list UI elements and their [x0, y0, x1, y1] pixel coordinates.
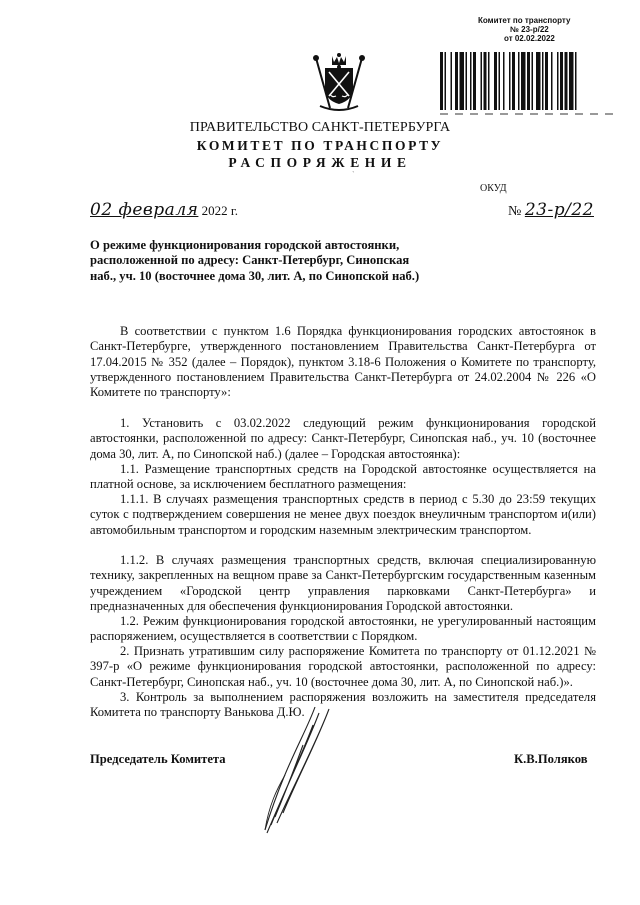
- barcode-bar: [473, 52, 476, 110]
- barcode-bar: [560, 52, 563, 110]
- handwritten-signature: [255, 705, 345, 835]
- barcode-dashed-underline: [440, 112, 616, 116]
- barcode-bar: [565, 52, 568, 110]
- coat-of-arms-emblem: [310, 52, 368, 114]
- clause-1-1-1: 1.1.1. В случаях размещения транспортных средств в период с 5.30 до 23:59 текущих суток с подтверждением совершения не менее двух поездок внеуличным транспортом и(или) автомобильным транспортом и городским наземным электрическим транспортом.: [90, 492, 596, 537]
- document-date: [90, 200, 238, 220]
- stamp-line-date: от 02.02.2022: [504, 34, 555, 43]
- barcode-bar: [488, 52, 490, 110]
- barcode-bar: [494, 52, 497, 110]
- barcode-bar: [532, 52, 534, 110]
- document-number: [508, 200, 594, 220]
- signatory-position: Председатель Комитета: [90, 752, 226, 766]
- okud-label: ОКУД: [480, 183, 507, 194]
- clause-1-1: 1.1. Размещение транспортных средств на Городской автостоянке осуществляется на платной основе, за исключением бесплатного размещения:: [90, 462, 596, 492]
- barcode-bar: [455, 52, 458, 110]
- barcode-bar: [460, 52, 465, 110]
- barcode-bar: [451, 52, 453, 110]
- barcode-bar: [575, 52, 577, 110]
- barcode-bar: [512, 52, 515, 110]
- registration-stamp: [470, 16, 620, 43]
- barcode-bar: [503, 52, 505, 110]
- handwritten-date: 02 февраля: [90, 200, 199, 220]
- stamp-line-committee: Комитет по транспорту: [478, 16, 571, 25]
- barcode-bar: [445, 52, 447, 110]
- clause-2: 2. Признать утратившим силу распоряжение Комитета по транспорту от 01.12.2021 № 397-р «О режиме функционирования городской автостоянки, расположенной по адресу: Санкт-Петербург, Синопская наб., уч. 10 (восточнее дома 30, лит. А, по Синопской наб.)».: [90, 644, 596, 689]
- clause-1-1-2: 1.1.2. В случаях размещения транспортных средств, включая специализированную технику, закрепленных на вещном праве за Санкт-Петербургским государственным казенным учреждением «Городской центр управления парковками Санкт-Петербурга» и предназначенных для обеспечения функционирования Городской автостоянки.: [90, 553, 596, 613]
- barcode-bar: [440, 52, 443, 110]
- barcode-bar: [484, 52, 487, 110]
- barcode-bar: [527, 52, 530, 110]
- clause-1-2: 1.2. Режим функционирования городской автостоянки, не урегулированный настоящим распоряжением, осуществляется в соответствии с Порядком.: [90, 614, 596, 644]
- barcode-bar: [521, 52, 526, 110]
- barcode-bar: [499, 52, 501, 110]
- government-title: ПРАВИТЕЛЬСТВО САНКТ-ПЕТЕРБУРГА: [189, 120, 451, 135]
- barcode-bar: [518, 52, 520, 110]
- document-subject: О режиме функционирования городской автостоянки, расположенной по адресу: Санкт-Петербург, Синопская наб., уч. 10 (восточнее дома 30, лит. А, по Синопской наб.): [90, 238, 420, 283]
- stamp-line-number: № 23-р/22: [510, 25, 549, 34]
- barcode-bar: [557, 52, 559, 110]
- barcode-bar: [542, 52, 544, 110]
- handwritten-number: 23-р/22: [524, 200, 594, 220]
- barcode-bar: [551, 52, 553, 110]
- signatory-name: К.В.Поляков: [514, 752, 588, 766]
- barcode-bar: [545, 52, 548, 110]
- preamble-paragraph: В соответствии с пунктом 1.6 Порядка функционирования городских автостоянок в Санкт-Петербурге, утвержденного постановлением Правительства Санкт-Петербурга от 17.04.2015 № 352 (далее – Порядок), пунктом 3.18-6 Положения о Комитете по транспорту, утвержденного постановлением Правительства Санкт-Петербурга от 24.02.2004 № 226 «О Комитете по транспорту»:: [90, 324, 596, 400]
- scan-speck: `: [352, 170, 355, 179]
- number-sign: №: [508, 204, 522, 219]
- barcode-bar: [481, 52, 483, 110]
- date-year: 2022 г.: [201, 203, 239, 218]
- committee-title: КОМИТЕТ ПО ТРАНСПОРТУ: [196, 138, 444, 153]
- barcode-bar: [509, 52, 511, 110]
- barcode-bar: [569, 52, 574, 110]
- clause-1: 1. Установить с 03.02.2022 следующий режим функционирования городской автостоянки, расположенной по адресу: Санкт-Петербург, Синопская наб., уч. 10 (восточнее дома 30, лит. А, по Синопской наб.) (далее – Городская автостоянка):: [90, 416, 596, 461]
- barcode-bar: [536, 52, 541, 110]
- barcode-bar: [466, 52, 468, 110]
- document-type-title: РАСПОРЯЖЕНИЕ: [228, 155, 412, 170]
- clause-3: 3. Контроль за выполнением распоряжения возложить на заместителя председателя Комитета по транспорту Ванькова Д.Ю.: [90, 690, 596, 720]
- barcode: [440, 52, 616, 110]
- barcode-bar: [470, 52, 472, 110]
